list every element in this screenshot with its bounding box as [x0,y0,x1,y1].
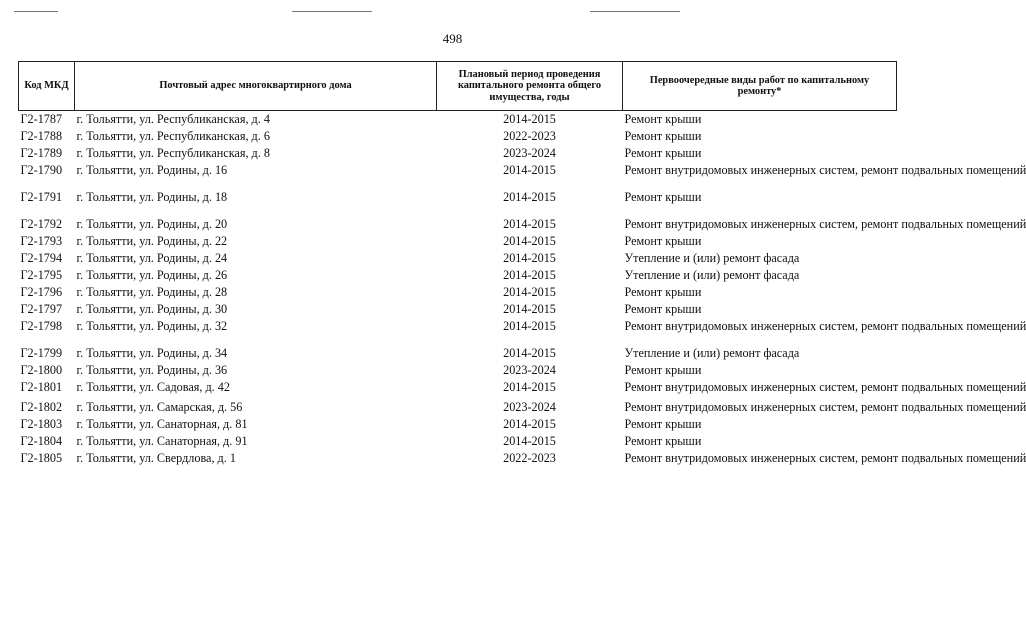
cell-address: г. Тольятти, ул. Санаторная, д. 81 [76,417,248,431]
cell-period: 2014-2015 [503,346,556,360]
cell-works: Ремонт крыши [624,146,702,160]
cell-code: Г2-1787 [20,112,63,126]
cell-works: Ремонт крыши [624,363,702,377]
cell-code: Г2-1791 [20,190,63,204]
cell-address: г. Тольятти, ул. Свердлова, д. 1 [76,451,236,465]
cell-code: Г2-1793 [20,234,63,248]
table-row [19,216,897,233]
table-row [19,399,897,416]
cell-period: 2023-2024 [503,146,556,160]
cell-address: г. Тольятти, ул. Республиканская, д. 8 [76,146,270,160]
cell-period: 2022-2023 [503,451,556,465]
cell-works: Ремонт крыши [624,434,702,448]
header-code: Код МКД [19,62,75,111]
cell-address: г. Тольятти, ул. Родины, д. 34 [76,346,228,360]
cell-works: Ремонт внутридомовых инженерных систем, ремонт подвальных помещений [624,380,1026,394]
cell-period: 2014-2015 [503,190,556,204]
table-row [19,433,897,450]
cell-period: 2014-2015 [503,302,556,316]
cell-address: г. Тольятти, ул. Санаторная, д. 91 [76,434,248,448]
cell-period: 2014-2015 [503,285,556,299]
cell-period: 2023-2024 [503,400,556,414]
header-works: Первоочередные виды работ по капитальному ремонту* [623,62,897,111]
scan-header-marks [0,11,905,15]
table-row [19,318,897,345]
cell-works: Утепление и (или) ремонт фасада [624,268,800,282]
cell-works: Ремонт крыши [624,234,702,248]
cell-period: 2014-2015 [503,163,556,177]
table-row [19,250,897,267]
cell-works: Ремонт крыши [624,302,702,316]
cell-code: Г2-1797 [20,302,63,316]
cell-works: Ремонт внутридомовых инженерных систем, ремонт подвальных помещений [624,400,1026,414]
cell-code: Г2-1788 [20,129,63,143]
table-row [19,345,897,362]
cell-period: 2014-2015 [503,380,556,394]
cell-works: Утепление и (или) ремонт фасада [624,251,800,265]
cell-code: Г2-1790 [20,163,63,177]
cell-code: Г2-1803 [20,417,63,431]
table-row [19,416,897,433]
table-row [19,301,897,318]
table-header-row [19,62,897,111]
table-row [19,128,897,145]
cell-works: Ремонт крыши [624,112,702,126]
header-address: Почтовый адрес многоквартирного дома [75,62,437,111]
cell-period: 2014-2015 [503,234,556,248]
cell-works: Ремонт крыши [624,417,702,431]
cell-works: Ремонт крыши [624,190,702,204]
cell-code: Г2-1794 [20,251,63,265]
header-period: Плановый период проведения капитального ремонта общего имущества, годы [437,62,623,111]
cell-address: г. Тольятти, ул. Республиканская, д. 6 [76,129,270,143]
cell-code: Г2-1798 [20,319,63,333]
cell-address: г. Тольятти, ул. Республиканская, д. 4 [76,112,270,126]
cell-works: Ремонт внутридомовых инженерных систем, ремонт подвальных помещений [624,163,1026,177]
cell-address: г. Тольятти, ул. Самарская, д. 56 [76,400,243,414]
cell-address: г. Тольятти, ул. Родины, д. 26 [76,268,228,282]
cell-code: Г2-1801 [20,380,63,394]
table-row [19,145,897,162]
cell-code: Г2-1804 [20,434,63,448]
cell-period: 2014-2015 [503,417,556,431]
table-row [19,450,897,467]
cell-period: 2023-2024 [503,363,556,377]
cell-works: Утепление и (или) ремонт фасада [624,346,800,360]
cell-address: г. Тольятти, ул. Родины, д. 32 [76,319,228,333]
table-row [19,267,897,284]
cell-works: Ремонт внутридомовых инженерных систем, ремонт подвальных помещений [624,451,1026,465]
cell-code: Г2-1792 [20,217,63,231]
cell-address: г. Тольятти, ул. Родины, д. 18 [76,190,228,204]
cell-code: Г2-1799 [20,346,63,360]
housing-register-table [18,61,1026,467]
cell-works: Ремонт крыши [624,285,702,299]
cell-address: г. Тольятти, ул. Родины, д. 36 [76,363,228,377]
table-row [19,189,897,216]
cell-code: Г2-1805 [20,451,63,465]
table-row [19,233,897,250]
cell-period: 2022-2023 [503,129,556,143]
table-row [19,362,897,379]
cell-address: г. Тольятти, ул. Родины, д. 30 [76,302,228,316]
cell-period: 2014-2015 [503,319,556,333]
cell-code: Г2-1795 [20,268,63,282]
cell-works: Ремонт внутридомовых инженерных систем, ремонт подвальных помещений [624,319,1026,333]
cell-code: Г2-1789 [20,146,63,160]
cell-address: г. Тольятти, ул. Родины, д. 28 [76,285,228,299]
cell-code: Г2-1800 [20,363,63,377]
cell-address: г. Тольятти, ул. Садовая, д. 42 [76,380,230,394]
table-body [19,111,1026,468]
cell-code: Г2-1802 [20,400,63,414]
page-number: 498 [442,31,463,46]
cell-period: 2014-2015 [503,434,556,448]
cell-address: г. Тольятти, ул. Родины, д. 20 [76,217,228,231]
table-row [19,111,897,129]
cell-address: г. Тольятти, ул. Родины, д. 24 [76,251,228,265]
table-row [19,284,897,301]
cell-period: 2014-2015 [503,251,556,265]
cell-address: г. Тольятти, ул. Родины, д. 22 [76,234,228,248]
cell-code: Г2-1796 [20,285,63,299]
cell-address: г. Тольятти, ул. Родины, д. 16 [76,163,228,177]
cell-works: Ремонт крыши [624,129,702,143]
table-row [19,162,897,189]
table-row [19,379,897,399]
cell-period: 2014-2015 [503,217,556,231]
cell-works: Ремонт внутридомовых инженерных систем, ремонт подвальных помещений [624,217,1026,231]
cell-period: 2014-2015 [503,112,556,126]
cell-period: 2014-2015 [503,268,556,282]
